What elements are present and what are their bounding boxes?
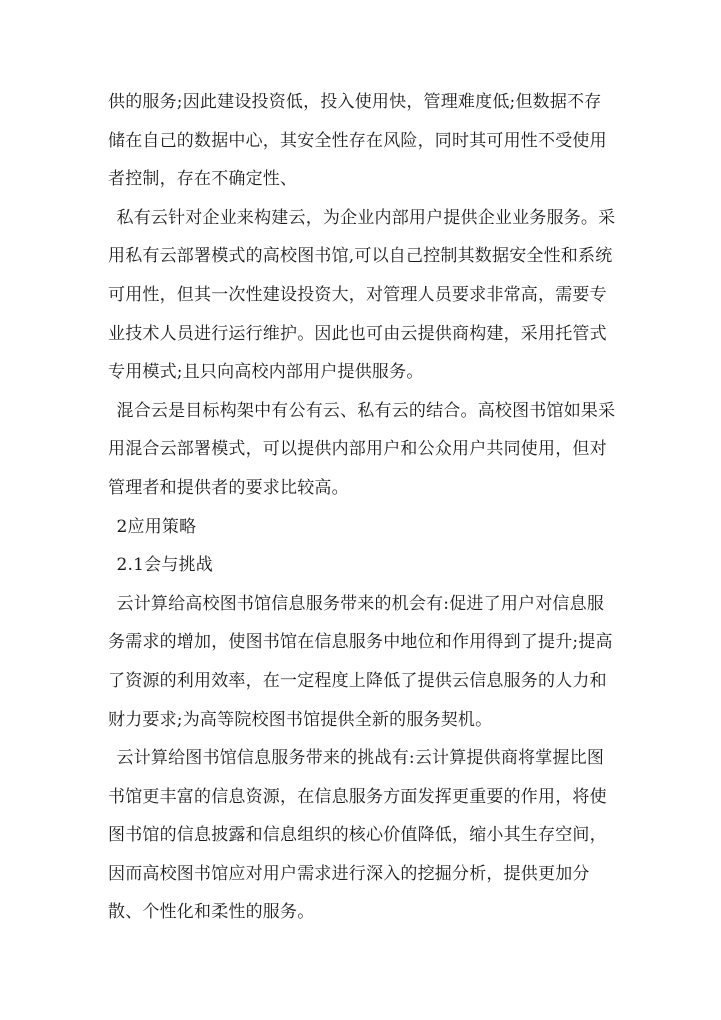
paragraph-challenges: 云计算给图书馆信息服务带来的挑战有:云计算提供商将掌握比图书馆更丰富的信息资源，在信息服务方面发挥更重要的作用，将使图书馆的信息披露和信息组织的核心价值降低，缩小其生存空间，因而高校图书馆应对用户需求进行深入的挖掘分析，提供更加分散、个性化和柔性的服务。 xyxy=(108,748,607,923)
document-body xyxy=(108,83,618,932)
section-heading-application-strategy: 2应用策略 xyxy=(116,516,197,537)
subsection-heading-opportunities-challenges: 2.1会与挑战 xyxy=(116,555,213,576)
paragraph-hybrid-cloud: 混合云是目标构架中有公有云、私有云的结合。高校图书馆如果采用混合云部署模式，可以提供内部用户和公众用户共同使用，但对管理者和提供者的要求比较高。 xyxy=(108,400,616,498)
paragraph-public-cloud-continued: 供的服务;因此建设投资低，投入使用快，管理难度低;但数据不存储在自己的数据中心，其安全性存在风险，同时其可用性不受使用者控制，存在不确定性、 xyxy=(108,92,607,190)
paragraph-private-cloud: 私有云针对企业来构建云，为企业内部用户提供企业业务服务。采用私有云部署模式的高校图书馆,可以自己控制其数据安全性和系统可用性，但其一次性建设投资大，对管理人员要求非常高，需要专业技术人员进行运行维护。因此也可由云提供商构建，采用托管式专用模式;且只向高校内部用户提供服务。 xyxy=(108,207,616,383)
paragraph-opportunities: 云计算给高校图书馆信息服务带来的机会有:促进了用户对信息服务需求的增加，使图书馆在信息服务中地位和作用得到了提升;提高了资源的利用效率，在一定程度上降低了提供云信息服务的人力和财力要求;为高等院校图书馆提供全新的服务契机。 xyxy=(108,593,613,730)
